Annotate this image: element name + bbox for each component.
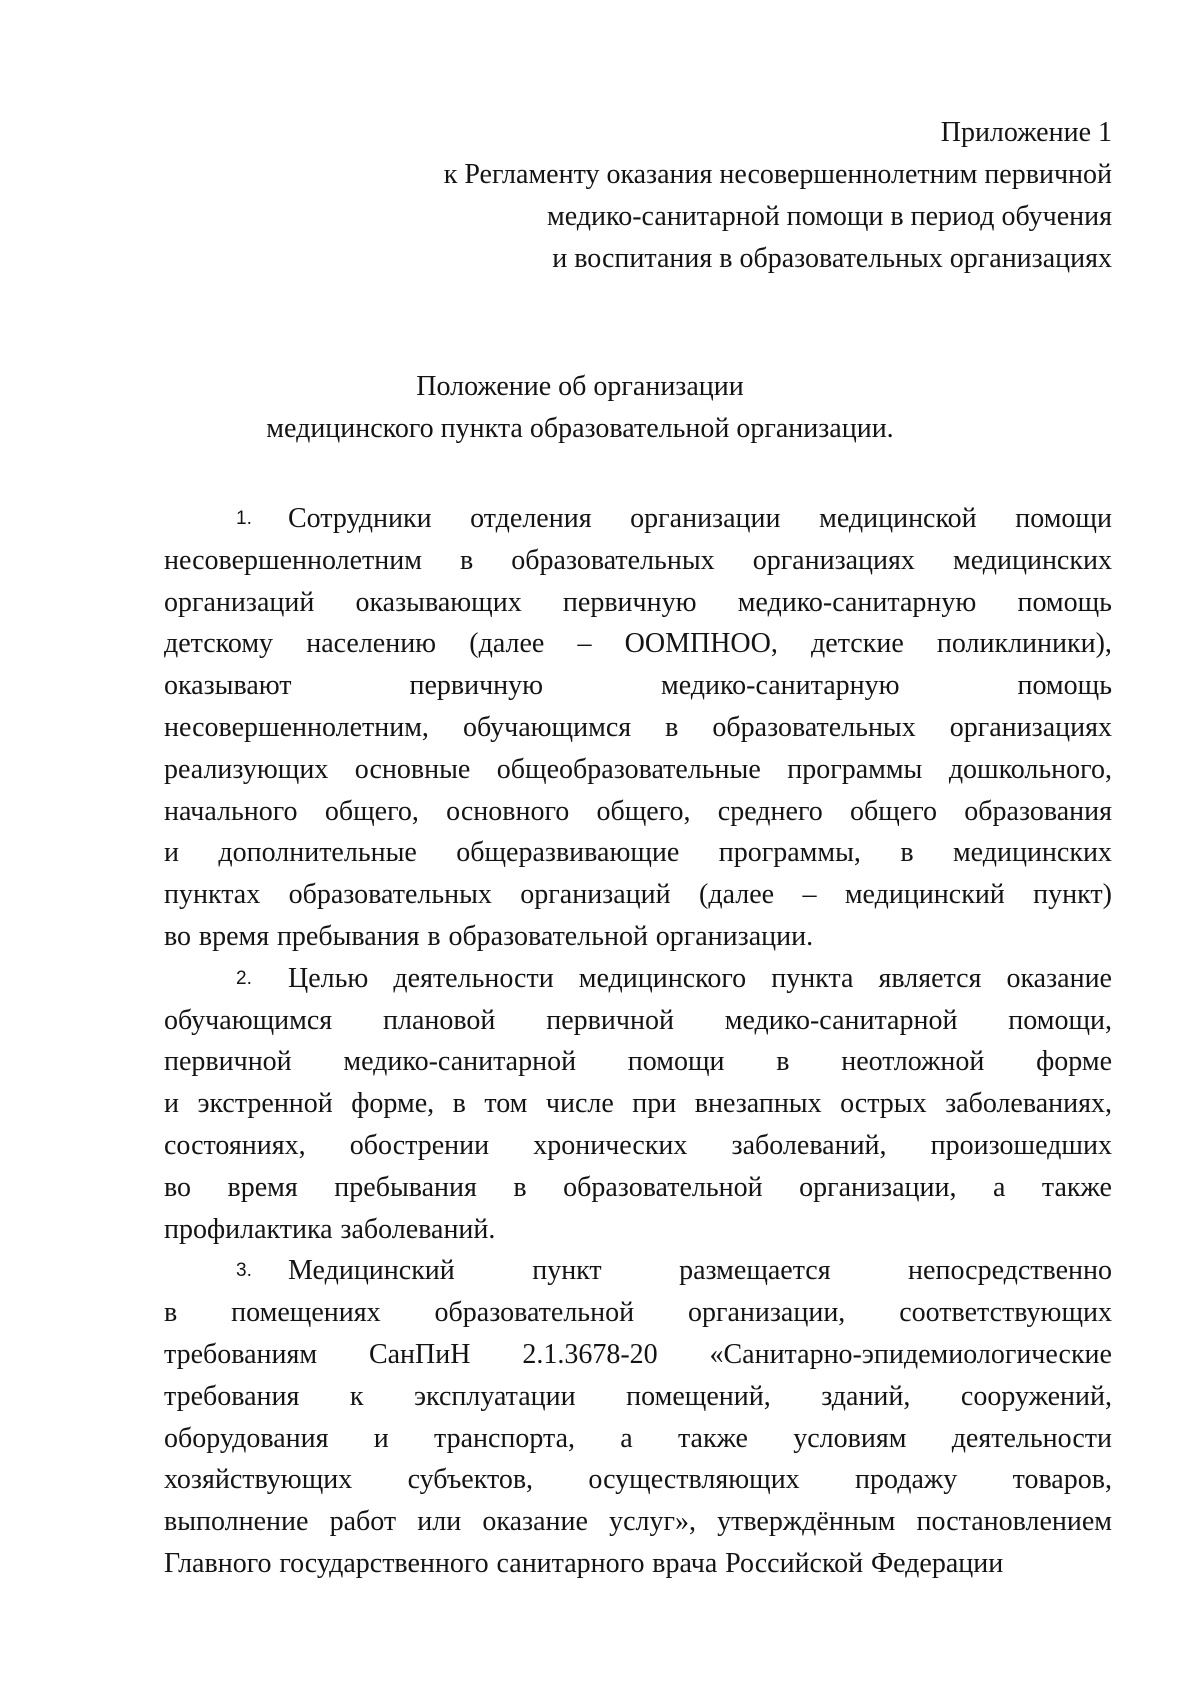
annex-title: Приложение 1 [940, 117, 1112, 148]
paragraph-line: профилактика заболеваний. [164, 1213, 496, 1245]
numbered-paragraph [164, 498, 1112, 958]
numbered-paragraph [164, 958, 1112, 1251]
paragraph-line: требования к эксплуатации помещений, зданий, сооружений, [164, 1380, 1112, 1412]
paragraph-line: пунктах образовательных организаций (далее – медицинский пункт) [164, 879, 1112, 911]
paragraph-line: 2. Целью деятельности медицинского пункта является оказание [164, 958, 1112, 1000]
annex-reference-line: и воспитания в образовательных организациях [552, 243, 1112, 274]
title-line: Положение об организации [416, 371, 744, 402]
paragraph-line: состояниях, обострении хронических заболеваний, произошедших [164, 1129, 1112, 1161]
paragraph-line: хозяйствующих субъектов, осуществляющих продажу товаров, [164, 1464, 1112, 1496]
paragraph-line: во время пребывания в образовательной организации, а также [164, 1171, 1112, 1203]
paragraph-number: 2. [236, 967, 252, 989]
paragraph-line: первичной медико-санитарной помощи в неотложной форме [164, 1046, 1112, 1078]
paragraph-line: обучающимся плановой первичной медико-санитарной помощи, [164, 1004, 1112, 1036]
paragraph-line: реализующих основные общеобразовательные программы дошкольного, [164, 753, 1112, 785]
paragraph-line: оборудования и транспорта, а также условиям деятельности [164, 1422, 1112, 1454]
paragraph-line: и экстренной форме, в том числе при внезапных острых заболеваниях, [164, 1088, 1112, 1120]
document-title [0, 366, 1200, 450]
paragraph-line: выполнение работ или оказание услуг», утверждённым постановлением [164, 1506, 1112, 1538]
paragraph-number: 3. [236, 1260, 252, 1282]
annex-reference-line: медико-санитарной помощи в период обучения [547, 201, 1112, 232]
numbered-paragraph [164, 1250, 1112, 1584]
paragraph-line: 3. Медицинский пункт размещается непосредственно [164, 1250, 1112, 1292]
paragraph-line: требованиям СанПиН 2.1.3678-20 «Санитарно-эпидемиологические [164, 1338, 1112, 1370]
paragraph-line: начального общего, основного общего, среднего общего образования [164, 795, 1112, 827]
paragraph-line: несовершеннолетним в образовательных организациях медицинских [164, 544, 1112, 576]
title-line: медицинского пункта образовательной организации. [266, 413, 894, 444]
paragraph-line: организаций оказывающих первичную медико-санитарную помощь [164, 586, 1112, 618]
paragraph-line: детскому населению (далее – ООМПНОО, детские поликлиники), [164, 628, 1112, 660]
paragraph-line: в помещениях образовательной организации, соответствующих [164, 1297, 1112, 1329]
document-body [164, 498, 1112, 1585]
paragraph-number: 1. [236, 508, 252, 529]
paragraph-line: Главного государственного санитарного врача Российской Федерации [164, 1547, 1004, 1579]
annex-header [312, 112, 1112, 280]
paragraph-line: и дополнительные общеразвивающие программы, в медицинских [164, 837, 1112, 869]
paragraph-line: 1. Сотрудники отделения организации медицинской помощи [164, 498, 1112, 540]
paragraph-line: во время пребывания в образовательной организации. [164, 920, 814, 952]
paragraph-line: несовершеннолетним, обучающимся в образовательных организациях [164, 711, 1112, 743]
annex-reference-line: к Регламенту оказания несовершеннолетним первичной [443, 159, 1112, 190]
paragraph-line: оказывают первичную медико-санитарную помощь [164, 670, 1112, 702]
